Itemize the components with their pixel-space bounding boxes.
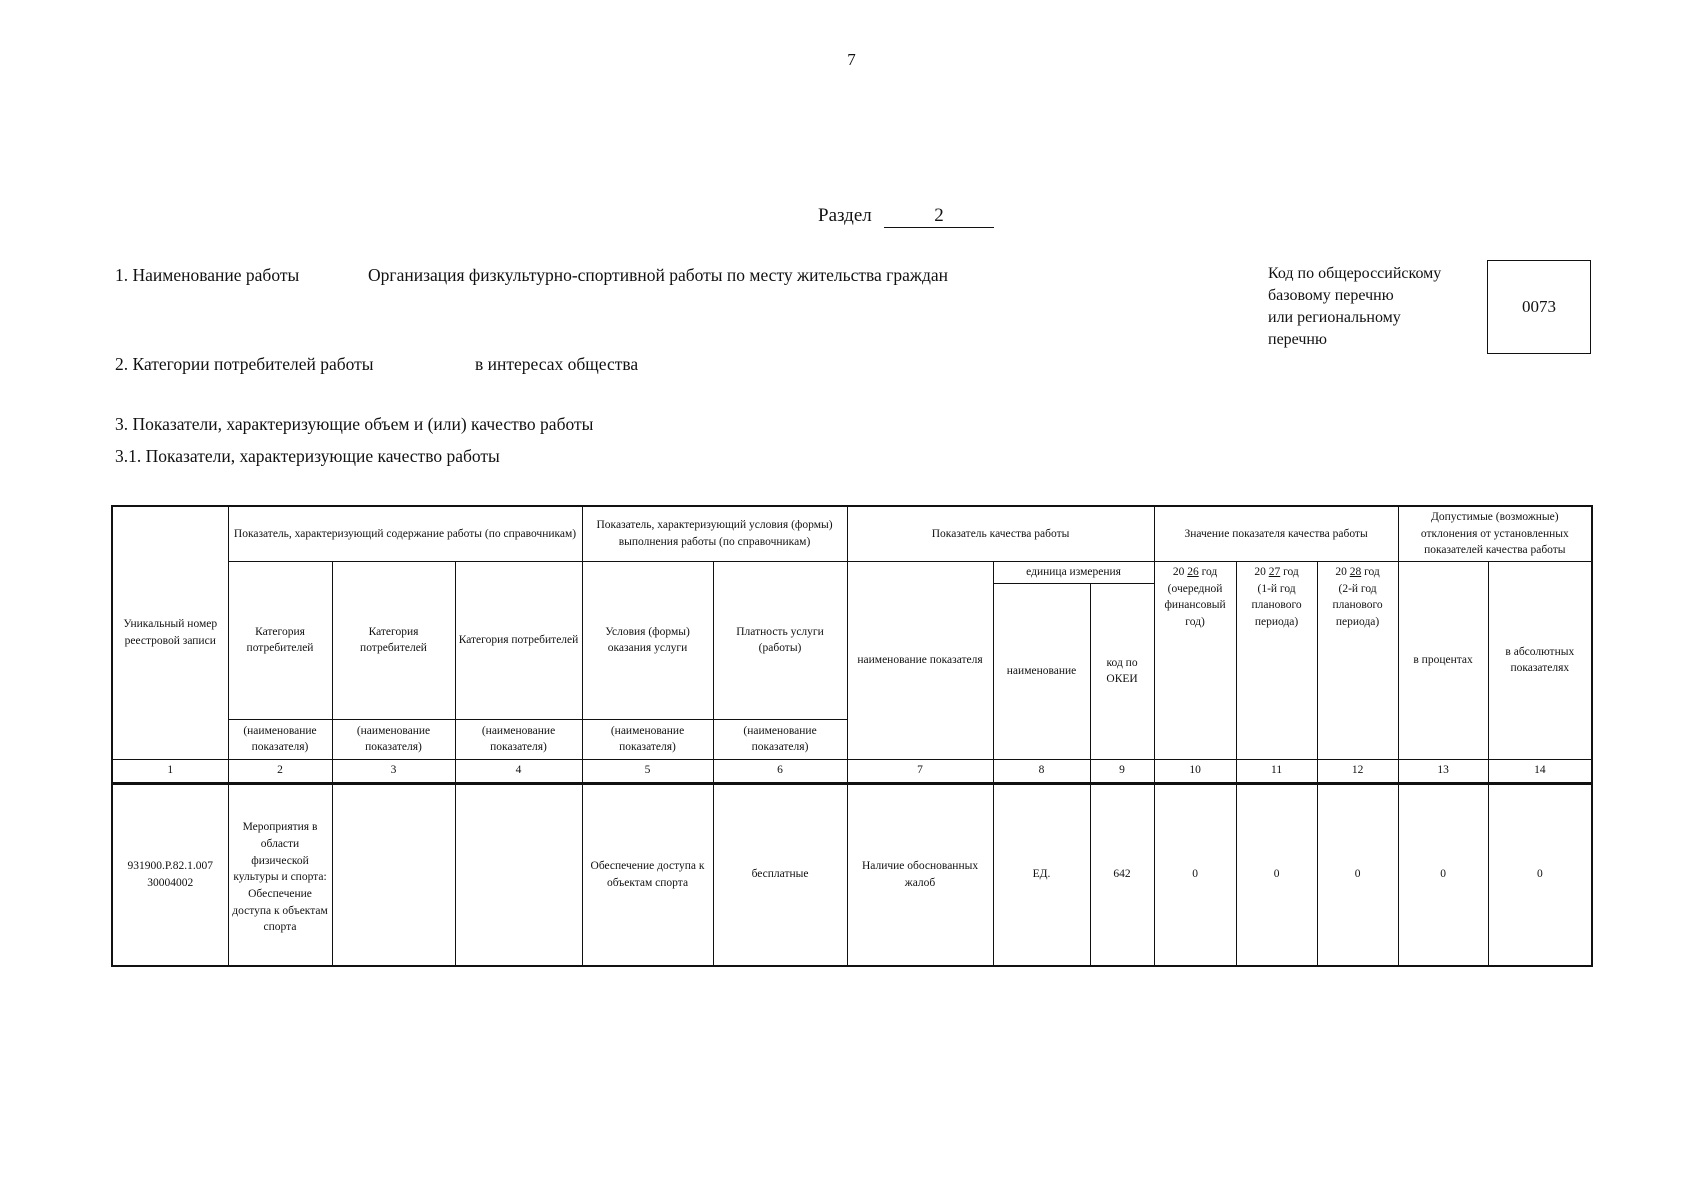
header-absolute: в абсолютных показателях [1488, 562, 1592, 760]
header-conditions-indicator: Показатель, характеризующий условия (формы) выполнения работы (по справочникам) [582, 506, 847, 562]
section-label: Раздел [818, 205, 872, 226]
header-unit: единица измерения [993, 562, 1154, 584]
cell-value-2027: 0 [1236, 783, 1317, 966]
column-number: 14 [1488, 759, 1592, 783]
column-number: 4 [455, 759, 582, 783]
header-content-indicator: Показатель, характеризующий содержание работы (по справочникам) [228, 506, 582, 562]
header-payment: Платность услуги (работы) [713, 562, 847, 720]
column-number: 11 [1236, 759, 1317, 783]
cell-unique-number: 931900.Р.82.1.007 30004002 [112, 783, 228, 966]
header-category-3: Категория потребителей [455, 562, 582, 720]
heading-3: 3. Показатели, характеризующие объем и (или) качество работы [115, 414, 594, 434]
year-value: 26 [1187, 566, 1199, 579]
heading-3-1: 3.1. Показатели, характеризующие качество работы [115, 446, 500, 466]
header-name-of-indicator: (наименование показателя) [228, 719, 332, 759]
cell-value-2028: 0 [1317, 783, 1398, 966]
section-number: 2 [884, 205, 994, 228]
column-number: 2 [228, 759, 332, 783]
header-okei: код по ОКЕИ [1090, 583, 1154, 759]
column-number: 12 [1317, 759, 1398, 783]
header-name-of-indicator: (наименование показателя) [455, 719, 582, 759]
code-label-line: перечню [1268, 331, 1327, 348]
cell-unit: ЕД. [993, 783, 1090, 966]
code-label [1268, 263, 1468, 351]
header-category-1: Категория потребителей [228, 562, 332, 720]
cell-dev-percent: 0 [1398, 783, 1488, 966]
column-number: 1 [112, 759, 228, 783]
cell-category-3 [455, 783, 582, 966]
work-name-value: Организация физкультурно-спортивной работы по месту жительства граждан [368, 265, 948, 285]
header-year-2026: 20 26 год (очередной финансовый год) [1154, 562, 1236, 760]
code-value: 0073 [1522, 297, 1556, 316]
column-number: 13 [1398, 759, 1488, 783]
cell-category-1: Мероприятия в области физической культуры и спорта: Обеспечение доступа к объектам спорта [228, 783, 332, 966]
code-label-line: или региональному [1268, 309, 1401, 326]
year-note: (1-й год планового периода) [1251, 582, 1302, 629]
cell-okei: 642 [1090, 783, 1154, 966]
header-name-of-indicator: (наименование показателя) [713, 719, 847, 759]
page-number: 7 [847, 50, 856, 69]
column-number: 3 [332, 759, 455, 783]
column-number: 10 [1154, 759, 1236, 783]
year-value: 27 [1268, 566, 1281, 579]
year-note: (2-й год планового периода) [1332, 582, 1383, 629]
cell-payment: бесплатные [713, 783, 847, 966]
column-number: 6 [713, 759, 847, 783]
header-deviation: Допустимые (возможные) отклонения от установленных показателей качества работы [1398, 506, 1592, 562]
code-label-line: базовому перечню [1268, 287, 1394, 304]
cell-condition: Обеспечение доступа к объектам спорта [582, 783, 713, 966]
cell-indicator: Наличие обоснованных жалоб [847, 783, 993, 966]
consumers-label: 2. Категории потребителей работы [115, 354, 374, 374]
header-year-2027: 20 27 год (1-й год планового периода) [1236, 562, 1317, 760]
column-number: 8 [993, 759, 1090, 783]
year-value: 28 [1349, 566, 1362, 579]
header-quality-indicator: Показатель качества работы [847, 506, 1154, 562]
header-unit-name: наименование [993, 583, 1090, 759]
consumers-value: в интересах общества [475, 354, 639, 374]
header-condition-form: Условия (формы) оказания услуги [582, 562, 713, 720]
cell-category-2 [332, 783, 455, 966]
code-box [1487, 260, 1591, 354]
column-number: 7 [847, 759, 993, 783]
cell-value-2026: 0 [1154, 783, 1236, 966]
header-name-of-indicator: (наименование показателя) [332, 719, 455, 759]
column-number: 9 [1090, 759, 1154, 783]
code-label-line: Код по общероссийскому [1268, 265, 1442, 282]
work-name-label: 1. Наименование работы [115, 265, 300, 285]
header-category-2: Категория потребителей [332, 562, 455, 720]
table-row [112, 783, 1592, 966]
column-number: 5 [582, 759, 713, 783]
header-unique-number: Уникальный номер реестровой записи [112, 506, 228, 759]
cell-dev-absolute: 0 [1488, 783, 1592, 966]
header-percent: в процентах [1398, 562, 1488, 760]
header-name-of-indicator: (наименование показателя) [582, 719, 713, 759]
header-quality-value: Значение показателя качества работы [1154, 506, 1398, 562]
header-year-2028: 20 28 год (2-й год планового периода) [1317, 562, 1398, 760]
quality-table [111, 505, 1593, 967]
year-note: (очередной финансовый год) [1164, 582, 1226, 629]
header-indicator-name: наименование показателя [847, 562, 993, 760]
